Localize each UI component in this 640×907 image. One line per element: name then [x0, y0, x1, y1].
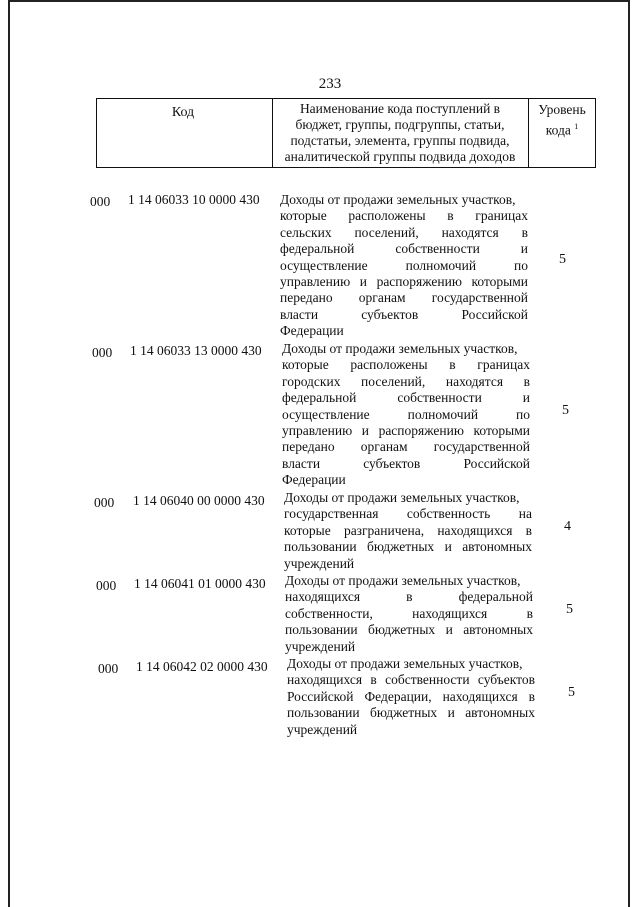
admin-code: 000: [94, 495, 115, 510]
revenue-name: [284, 490, 532, 572]
header-level-line: [530, 118, 594, 139]
revenue-name: [287, 656, 535, 738]
header-level-line: Уровень: [538, 102, 586, 117]
footnote-marker: 1: [574, 122, 579, 131]
revenue-name-line: которые расположены в границах: [282, 357, 530, 373]
revenue-name-line: пользовании бюджетных и автономных: [284, 539, 532, 555]
revenue-name-line: власти субъектов Российской: [280, 306, 528, 322]
revenue-name-line: учреждений: [287, 721, 358, 737]
code-level: 4: [564, 519, 571, 534]
header-name-line: подстатьи, элемента, группы подвида,: [290, 133, 510, 148]
revenue-name-line: учреждений: [285, 638, 356, 654]
revenue-name-line: городских поселений, находятся в: [282, 373, 530, 389]
header-name-line: аналитической группы подвида доходов: [284, 149, 516, 164]
header-rule-name-level: [528, 98, 529, 168]
admin-code: 000: [98, 661, 119, 676]
revenue-name-line: власти субъектов Российской: [282, 455, 530, 471]
admin-code: 000: [96, 578, 117, 593]
header-rule-right: [595, 98, 596, 168]
revenue-name-line: находящихся в федеральной: [285, 589, 533, 605]
header-rule-code-name: [272, 98, 273, 168]
revenue-name-line: передано органам государственной: [282, 439, 530, 455]
revenue-name-line: собственности, находящихся в: [285, 605, 533, 621]
revenue-name-line: которые разграничена, находящихся в: [284, 522, 532, 538]
revenue-name-line: Доходы от продажи земельных участков,: [287, 656, 523, 671]
revenue-name-line: Доходы от продажи земельных участков,: [280, 192, 516, 207]
code-level: 5: [566, 602, 573, 617]
admin-code: 000: [92, 345, 113, 360]
revenue-name-line: Федерации: [280, 323, 344, 339]
header-level-word: кода: [545, 122, 571, 138]
code-level: 5: [568, 685, 575, 700]
page-number: 233: [318, 76, 342, 92]
revenue-name-line: Доходы от продажи земельных участков,: [282, 341, 518, 356]
revenue-name: [285, 573, 533, 655]
code-level: 5: [562, 403, 569, 418]
revenue-code: 1 14 06041 01 0000 430: [134, 576, 266, 591]
revenue-name-line: Доходы от продажи земельных участков,: [284, 490, 520, 505]
admin-code: 000: [90, 194, 111, 209]
scan-edge-left: [8, 0, 10, 907]
revenue-name-line: осуществление полномочий по: [282, 406, 530, 422]
header-name-line: бюджет, группы, подгруппы, статьи,: [295, 117, 505, 132]
revenue-code: 1 14 06040 00 0000 430: [133, 493, 265, 508]
header-level: [530, 101, 594, 139]
revenue-name-line: управлению и распоряжению которыми: [280, 273, 528, 289]
scan-edge-right: [628, 0, 630, 907]
revenue-name-line: сельских поселений, находятся в: [280, 224, 528, 240]
revenue-code: 1 14 06033 13 0000 430: [130, 343, 262, 358]
revenue-code: 1 14 06033 10 0000 430: [128, 192, 260, 207]
header-name: [274, 101, 526, 165]
revenue-name-line: федеральной собственности и: [282, 390, 530, 406]
revenue-name-line: передано органам государственной: [280, 290, 528, 306]
revenue-name: [280, 192, 528, 340]
revenue-name-line: которые расположены в границах: [280, 208, 528, 224]
header-code: Код: [171, 105, 195, 120]
revenue-name-line: пользовании бюджетных и автономных: [285, 622, 533, 638]
revenue-name-line: Российской Федерации, находящихся в: [287, 688, 535, 704]
header-name-line: Наименование кода поступлений в: [299, 101, 501, 116]
revenue-name-line: федеральной собственности и: [280, 241, 528, 257]
revenue-name-line: государственная собственность на: [284, 506, 532, 522]
revenue-name-line: находящихся в собственности субъектов: [287, 672, 535, 688]
revenue-name-line: управлению и распоряжению которыми: [282, 422, 530, 438]
revenue-name-line: учреждений: [284, 555, 355, 571]
revenue-name: [282, 341, 530, 489]
code-level: 5: [559, 252, 566, 267]
revenue-name-line: Федерации: [282, 472, 346, 488]
revenue-name-line: пользовании бюджетных и автономных: [287, 705, 535, 721]
revenue-name-line: осуществление полномочий по: [280, 257, 528, 273]
scan-edge-top: [8, 0, 630, 2]
header-bottom-rule: [96, 167, 596, 168]
revenue-code: 1 14 06042 02 0000 430: [136, 659, 268, 674]
revenue-name-line: Доходы от продажи земельных участков,: [285, 573, 521, 588]
table-header: [96, 98, 596, 168]
header-top-rule: [96, 98, 596, 99]
